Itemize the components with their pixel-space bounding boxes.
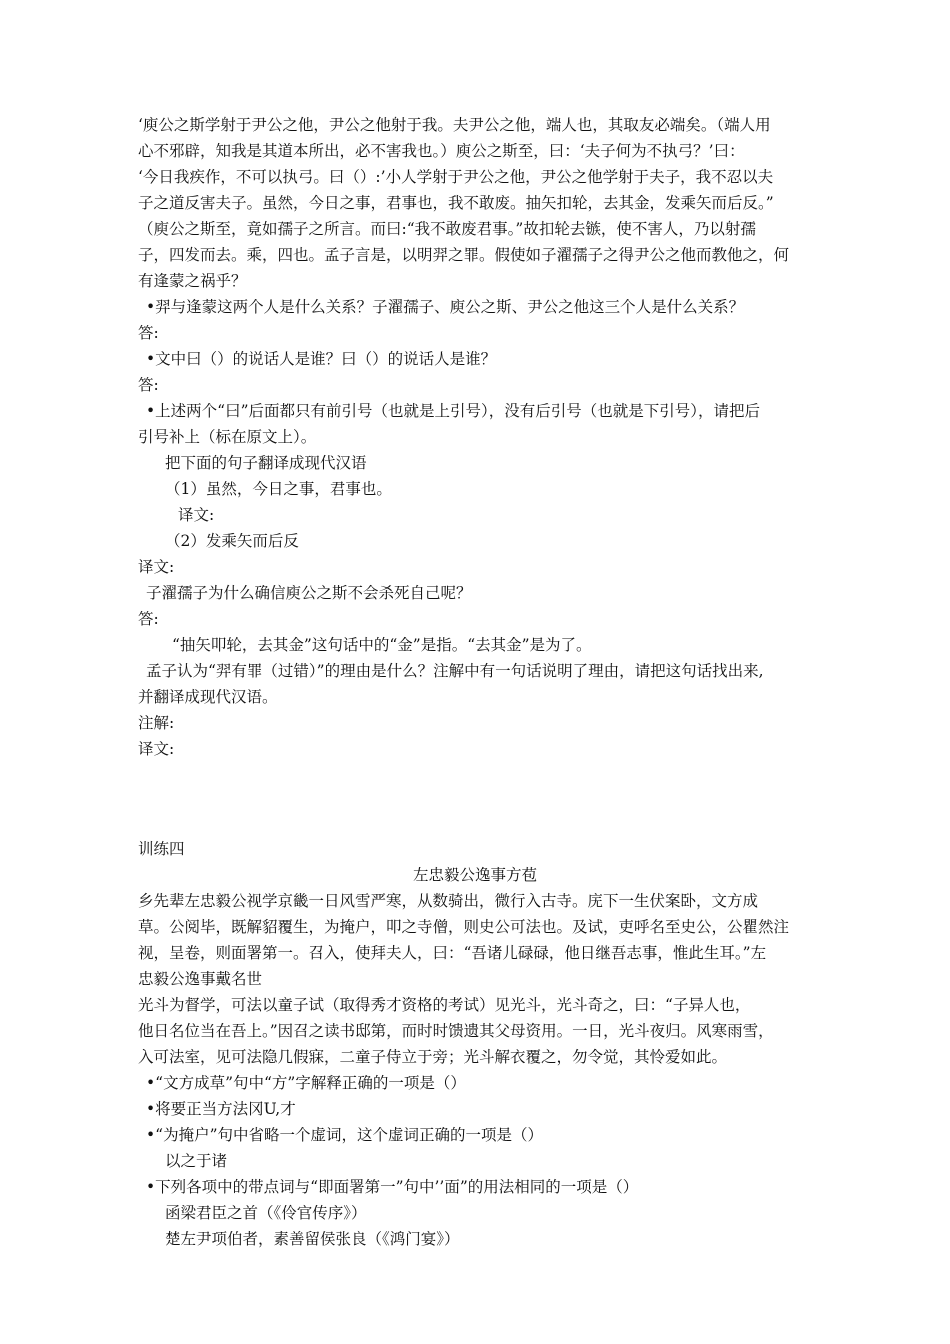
translate-heading: 把下面的句子翻译成现代汉语 — [165, 454, 367, 472]
passage-line-1: ‘庾公之斯学射于尹公之他，尹公之他射于我。夫尹公之他，端人也，其取友必端矣。（端人用 — [138, 116, 771, 134]
section-heading: 训练四 — [138, 840, 185, 858]
passage-line-6: 子，四发而去。乘，四也。孟子言是，以明羿之罪。假使如子濯孺子之得尹公之他而教他之，何 — [138, 246, 790, 264]
question-relationship: •羿与逢蒙这两个人是什么关系？子濯孺子、庾公之斯、尹公之他这三个人是什么关系？ — [146, 298, 745, 316]
translation-label: 译文: — [138, 740, 175, 758]
question-guilt-cont: 并翻译成现代汉语。 — [138, 688, 278, 706]
passage-line-7: 有逢蒙之祸乎？ — [138, 272, 247, 290]
annotation-label: 注解: — [138, 714, 175, 732]
question-particle: •“为掩户”句中省略一个虚词，这个虚词正确的一项是（） — [146, 1126, 543, 1144]
passage-line-5: （庾公之斯至，竟如孺子之所言。而曰:“我不敢废君事。”故扣轮去镞，使不害人，乃以射孺 — [138, 220, 756, 238]
options-fang: •将要正当方法冈U,才 — [146, 1100, 296, 1118]
question-guilt: 孟子认为“羿有罪（过错）”的理由是什么？注解中有一句话说明了理由，请把这句话找出来, — [146, 662, 764, 680]
article-line-4: 忠毅公逸事戴名世 — [138, 970, 263, 988]
question-quotes-cont: 引号补上（标在原文上）。 — [138, 428, 317, 446]
question-belief: 子濯孺子为什么确信庾公之斯不会杀死自己呢？ — [146, 584, 472, 602]
translation-label: 译文: — [138, 558, 175, 576]
option-item-2: 楚左尹项伯者，素善留侯张良（《鸿门宴》） — [165, 1230, 460, 1248]
question-quotes: •上述两个“曰”后面都只有前引号（也就是上引号），没有后引号（也就是下引号），请把后 — [146, 402, 760, 420]
article-line-2: 草。公阅毕，既解貂覆生，为掩户，叩之寺僧，则史公可法也。及试，吏呼名至史公，公瞿然注 — [138, 918, 790, 936]
article-line-1: 乡先辈左忠毅公视学京畿一日风雪严寒，从数骑出，微行入古寺。庑下一生伏案卧，文方成 — [138, 892, 759, 910]
options-particle: 以之于诸 — [165, 1152, 228, 1170]
passage-line-2: 心不邪辟，知我是其道本所出，必不害我也。）庾公之斯至，曰：‘夫子何为不执弓？’曰： — [138, 142, 745, 160]
option-item-1: 函梁君臣之首（《伶官传序》） — [165, 1204, 367, 1222]
passage-line-3: ‘今日我疾作，不可以执弓。曰（）:’小人学射于尹公之他，尹公之他学射于夫子，我不忍以夫 — [138, 168, 774, 186]
article-line-5: 光斗为督学，可法以童子试（取得秀才资格的考试）见光斗，光斗奇之，曰：“子异人也， — [138, 996, 751, 1014]
answer-label: 答: — [138, 610, 159, 628]
answer-label: 答: — [138, 324, 159, 342]
answer-label: 答: — [138, 376, 159, 394]
question-speaker: •文中曰（）的说话人是谁？曰（）的说话人是谁？ — [146, 350, 497, 368]
translate-item-2: （2）发乘矢而后反 — [165, 532, 299, 550]
question-metal: “抽矢叩轮，去其金”这句话中的“金”是指。“去其金”是为了。 — [172, 636, 592, 654]
passage-line-4: 子之道反害夫子。虽然，今日之事，君事也，我不敢废。抽矢扣轮，去其金，发乘矢而后反。” — [138, 194, 774, 212]
translate-item-1: （1）虽然，今日之事，君事也。 — [165, 480, 392, 498]
article-line-7: 入可法室，见可法隐几假寐，二童子侍立于旁；光斗解衣覆之，勿令觉，其怜爱如此。 — [138, 1048, 728, 1066]
translation-label: 译文: — [178, 506, 215, 524]
question-usage: •下列各项中的带点词与“即面署第一”句中’’面”的用法相同的一项是（） — [146, 1178, 639, 1196]
question-fang: •“文方成草”句中“方”字解释正确的一项是（） — [146, 1074, 466, 1092]
article-title: 左忠毅公逸事方苞 — [412, 866, 537, 884]
article-line-3: 视，呈卷，则面署第一。召入，使拜夫人，曰：“吾诸儿碌碌，他日继吾志事，惟此生耳。”左 — [138, 944, 767, 962]
article-line-6: 他日名位当在吾上。”因召之读书邸第，而时时馈遗其父母资用。一日，光斗夜归。风寒雨雪， — [138, 1022, 774, 1040]
